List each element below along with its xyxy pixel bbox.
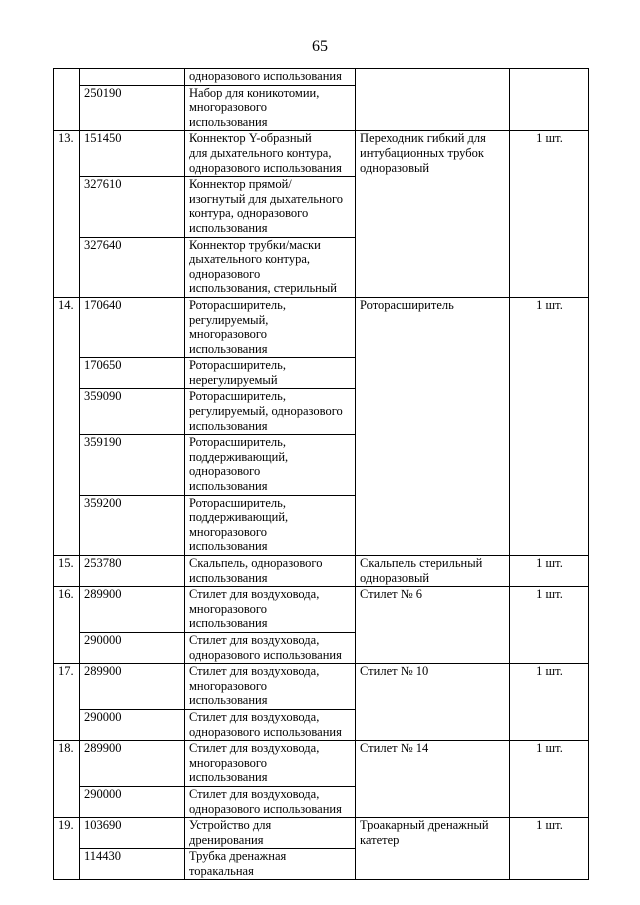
cell-line: использования bbox=[189, 770, 268, 785]
code-cell: 327610 bbox=[80, 177, 185, 237]
table-body bbox=[54, 69, 589, 880]
cell-line: Роторасширитель, bbox=[189, 435, 286, 450]
name-cell bbox=[185, 358, 356, 389]
name-cell bbox=[185, 297, 356, 357]
cell-line: Роторасширитель, bbox=[189, 297, 286, 312]
cell-line: использования bbox=[189, 220, 268, 235]
cell-line: использования bbox=[189, 570, 268, 585]
row-number-cell bbox=[54, 69, 80, 131]
cell-line: использования bbox=[189, 616, 268, 631]
cell-line: для дыхательного контура, bbox=[189, 145, 332, 160]
cell-line: одноразового использования bbox=[189, 801, 342, 816]
quantity-cell bbox=[510, 69, 589, 131]
cell-line: многоразового bbox=[189, 601, 267, 616]
cell-line: Стилет для воздуховода, bbox=[189, 632, 320, 647]
code-cell: 170640 bbox=[80, 297, 185, 357]
cell-line: одноразовый bbox=[360, 570, 430, 585]
page-number: 65 bbox=[312, 38, 328, 55]
type-cell bbox=[356, 556, 510, 587]
table-row bbox=[54, 664, 589, 710]
cell-line: регулируемый, одноразового bbox=[189, 404, 343, 419]
code-cell: 359090 bbox=[80, 389, 185, 435]
cell-line: изогнутый для дыхательного bbox=[189, 191, 344, 206]
name-cell bbox=[185, 709, 356, 740]
name-cell bbox=[185, 85, 356, 131]
row-number-cell: 13. bbox=[54, 131, 80, 298]
code-cell: 151450 bbox=[80, 131, 185, 177]
code-cell: 359200 bbox=[80, 495, 185, 555]
cell-line: дренирования bbox=[189, 832, 264, 847]
code-cell: 250190 bbox=[80, 85, 185, 131]
name-cell bbox=[185, 786, 356, 817]
table-row bbox=[54, 587, 589, 633]
code-cell: 114430 bbox=[80, 849, 185, 880]
cell-line: Стилет для воздуховода, bbox=[189, 709, 320, 724]
cell-line: Стилет для воздуховода, bbox=[189, 786, 320, 801]
cell-line: использования bbox=[189, 693, 268, 708]
cell-line: Набор для коникотомии, bbox=[189, 85, 320, 100]
type-cell bbox=[356, 297, 510, 555]
cell-line: использования, стерильный bbox=[189, 281, 337, 296]
cell-line: использования bbox=[189, 114, 268, 129]
code-cell: 327640 bbox=[80, 237, 185, 297]
code-cell: 290000 bbox=[80, 632, 185, 663]
cell-line: Стилет для воздуховода, bbox=[189, 741, 320, 756]
row-number-cell: 14. bbox=[54, 297, 80, 555]
code-cell: 289900 bbox=[80, 741, 185, 787]
cell-line: Скальпель, одноразового bbox=[189, 556, 323, 570]
cell-line: использования bbox=[189, 539, 268, 554]
quantity-cell: 1 шт. bbox=[510, 664, 589, 741]
cell-line: одноразового использования bbox=[189, 647, 342, 662]
cell-line: Скальпель стерильный bbox=[360, 556, 483, 570]
cell-line: одноразового использования bbox=[189, 724, 342, 739]
cell-line: интубационных трубок bbox=[360, 145, 484, 160]
row-number-cell: 17. bbox=[54, 664, 80, 741]
table-row bbox=[54, 297, 589, 357]
cell-line: Роторасширитель bbox=[360, 297, 454, 312]
cell-line: регулируемый, bbox=[189, 312, 269, 327]
cell-line: многоразового bbox=[189, 327, 267, 342]
type-cell bbox=[356, 741, 510, 818]
name-cell bbox=[185, 587, 356, 633]
cell-line: Роторасширитель, bbox=[189, 358, 286, 373]
cell-line: многоразового bbox=[189, 100, 267, 115]
name-cell bbox=[185, 177, 356, 237]
quantity-cell: 1 шт. bbox=[510, 556, 589, 587]
cell-line: Стилет № 10 bbox=[360, 664, 429, 679]
code-cell: 103690 bbox=[80, 818, 185, 849]
cell-line: одноразового bbox=[189, 266, 261, 281]
cell-line: одноразового bbox=[189, 464, 261, 479]
cell-line: нерегулируемый bbox=[189, 372, 278, 387]
type-cell bbox=[356, 818, 510, 880]
cell-line: дыхательного контура, bbox=[189, 252, 310, 267]
table-row bbox=[54, 741, 589, 787]
cell-line: поддерживающий, bbox=[189, 449, 289, 464]
cell-line: Роторасширитель, bbox=[189, 495, 286, 510]
cell-line: одноразовый bbox=[360, 160, 430, 175]
row-number-cell: 16. bbox=[54, 587, 80, 664]
cell-line: Коннектор прямой/ bbox=[189, 177, 292, 192]
cell-line: использования bbox=[189, 418, 268, 433]
cell-line: многоразового bbox=[189, 755, 267, 770]
quantity-cell: 1 шт. bbox=[510, 818, 589, 880]
quantity-cell: 1 шт. bbox=[510, 587, 589, 664]
cell-line: многоразового bbox=[189, 678, 267, 693]
row-number-cell: 15. bbox=[54, 556, 80, 587]
table-row bbox=[54, 556, 589, 587]
cell-line: одноразового использования bbox=[189, 160, 342, 175]
type-cell bbox=[356, 587, 510, 664]
cell-line: Роторасширитель, bbox=[189, 389, 286, 404]
table-row bbox=[54, 131, 589, 177]
type-cell bbox=[356, 69, 510, 131]
cell-line: Троакарный дренажный bbox=[360, 818, 489, 833]
cell-line: Коннектор Y-образный bbox=[189, 131, 312, 146]
name-cell bbox=[185, 849, 356, 880]
table-row bbox=[54, 69, 589, 86]
type-cell bbox=[356, 131, 510, 298]
cell-line: Переходник гибкий для bbox=[360, 131, 486, 146]
name-cell bbox=[185, 131, 356, 177]
cell-line: катетер bbox=[360, 832, 400, 847]
name-cell bbox=[185, 741, 356, 787]
name-cell bbox=[185, 435, 356, 495]
name-cell bbox=[185, 389, 356, 435]
cell-line: многоразового bbox=[189, 524, 267, 539]
code-cell: 290000 bbox=[80, 786, 185, 817]
table-row bbox=[54, 818, 589, 849]
quantity-cell: 1 шт. bbox=[510, 131, 589, 298]
equipment-table bbox=[53, 68, 589, 880]
name-cell bbox=[185, 664, 356, 710]
code-cell: 170650 bbox=[80, 358, 185, 389]
cell-line: одноразового использования bbox=[189, 69, 342, 83]
code-cell: 289900 bbox=[80, 664, 185, 710]
code-cell: 253780 bbox=[80, 556, 185, 587]
name-cell bbox=[185, 556, 356, 587]
name-cell bbox=[185, 632, 356, 663]
cell-line: использования bbox=[189, 479, 268, 494]
cell-line: Трубка дренажная bbox=[189, 849, 287, 864]
row-number-cell: 19. bbox=[54, 818, 80, 880]
cell-line: Стилет № 6 bbox=[360, 587, 422, 602]
cell-line: контура, одноразового bbox=[189, 206, 309, 221]
cell-line: использования bbox=[189, 341, 268, 356]
name-cell bbox=[185, 69, 356, 86]
code-cell: 290000 bbox=[80, 709, 185, 740]
cell-line: Стилет № 14 bbox=[360, 741, 429, 756]
cell-line: Стилет для воздуховода, bbox=[189, 664, 320, 679]
quantity-cell: 1 шт. bbox=[510, 741, 589, 818]
code-cell: 359190 bbox=[80, 435, 185, 495]
quantity-cell: 1 шт. bbox=[510, 297, 589, 555]
cell-line: Коннектор трубки/маски bbox=[189, 237, 321, 252]
code-cell bbox=[80, 69, 185, 86]
code-cell: 289900 bbox=[80, 587, 185, 633]
name-cell bbox=[185, 237, 356, 297]
cell-line: Стилет для воздуховода, bbox=[189, 587, 320, 602]
type-cell bbox=[356, 664, 510, 741]
row-number-cell: 18. bbox=[54, 741, 80, 818]
cell-line: Устройство для bbox=[189, 818, 272, 833]
cell-line: поддерживающий, bbox=[189, 510, 289, 525]
cell-line: торакальная bbox=[189, 863, 254, 878]
name-cell bbox=[185, 495, 356, 555]
name-cell bbox=[185, 818, 356, 849]
